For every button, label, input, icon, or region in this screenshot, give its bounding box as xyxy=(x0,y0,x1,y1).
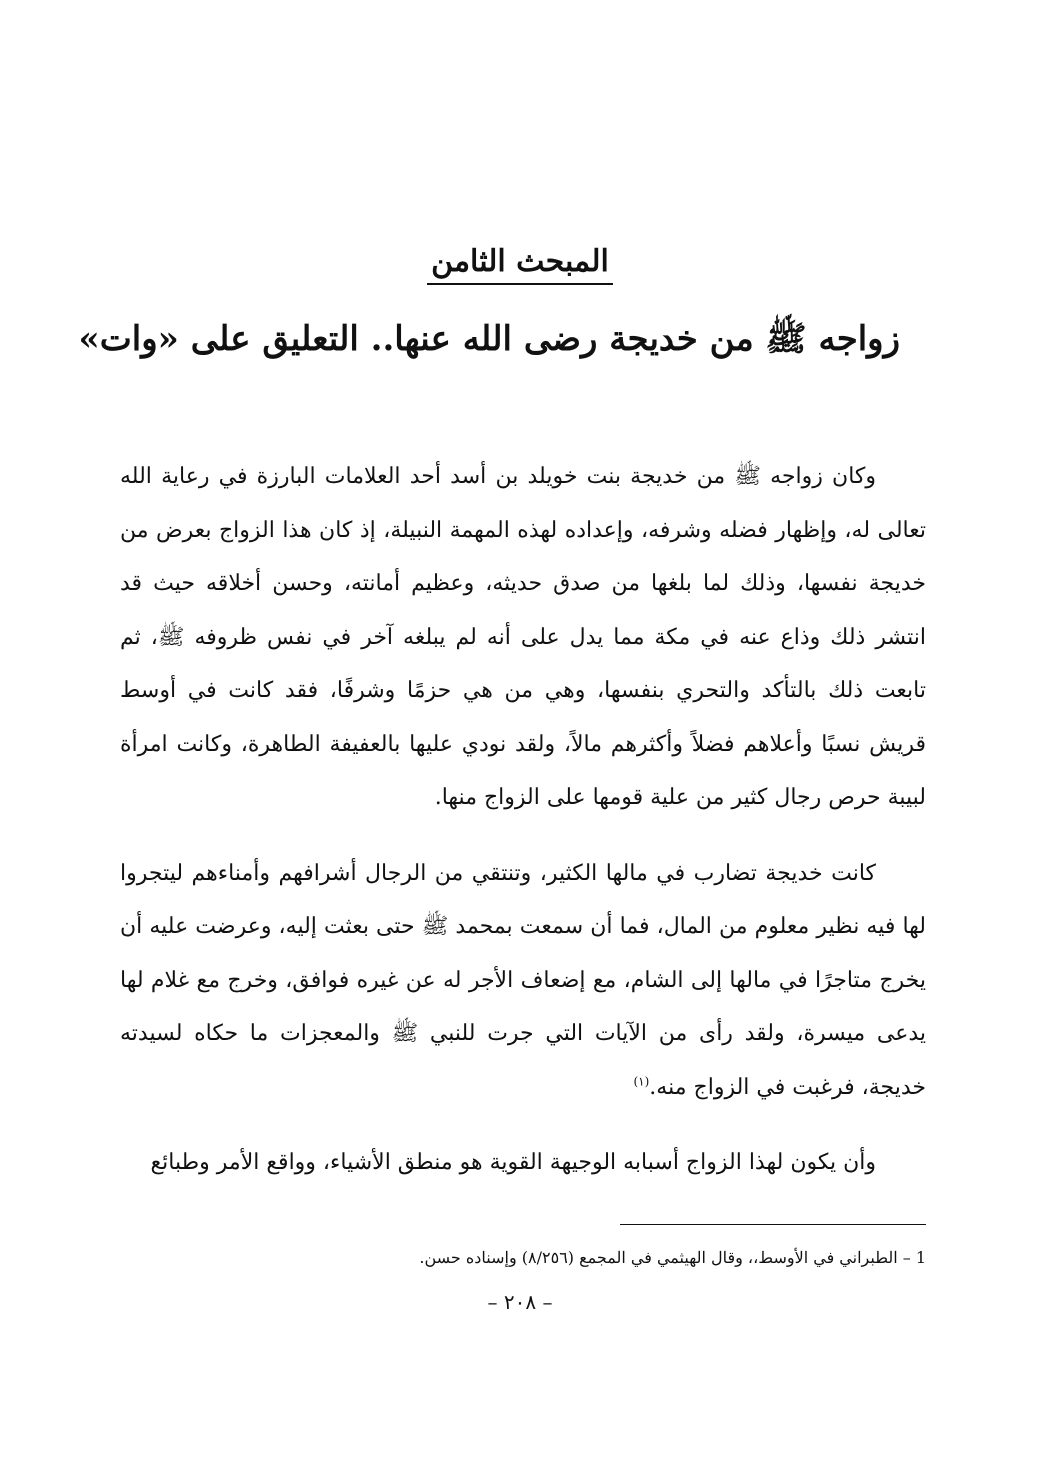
section-label-text: المبحث الثامن xyxy=(427,244,613,285)
footnote-reference: (١) xyxy=(633,1074,650,1089)
paragraph-2 xyxy=(120,847,926,1115)
body-text xyxy=(120,450,926,1190)
page-number: – ٢٠٨ – xyxy=(487,1290,553,1314)
chapter-title: زواجه ﷺ من خديجة رضى الله عنها.. التعليق على «وات» xyxy=(78,319,900,359)
footnote: 1 – الطبراني في الأوسط،، وقال الهيثمي في المجمع (٨/٢٥٦) وإسناده حسن. xyxy=(419,1248,926,1267)
paragraph-3: وأن يكون لهذا الزواج أسبابه الوجيهة القوية هو منطق الأشياء، وواقع الأمر وطبائع xyxy=(150,1150,876,1175)
paragraph-2-text: كانت خديجة تضارب في مالها الكثير، وتنتقي من الرجال أشرافهم وأمناءهم ليتجروا لها فيه نظير معلوم من المال، فما أن سمعت بمحمد ﷺ حتى بعثت إليه، وعرضت عليه أن يخرج متاجرًا في مالها إلى الشام، مع إضعاف الأجر له عن غيره فوافق، وخرج مع غلام لها يدعى ميسرة، ولقد رأى من الآيات التي جرت للنبي ﷺ والمعجزات ما حكاه لسيدته خديجة، فرغبت في الزواج منه. xyxy=(120,860,926,1100)
footnote-divider xyxy=(620,1224,926,1225)
paragraph-1: وكان زواجه ﷺ من خديجة بنت خويلد بن أسد أحد العلامات البارزة في رعاية الله تعالى له، وإظهار فضله وشرفه، وإعداده لهذه المهمة النبيلة، إذ كان هذا الزواج بعرض من خديجة نفسها، وذلك لما بلغها من صدق حديثه، وعظيم أمانته، وحسن أخلاقه حيث قد انتشر ذلك وذاع عنه في مكة مما يدل على أنه لم يبلغه آخر في نفس ظروفه ﷺ، ثم تابعت ذلك بالتأكد والتحري بنفسها، وهي من هي حزمًا وشرفًا، فقد كانت في أوسط قريش نسبًا وأعلاهم فضلاً وأكثرهم مالاً، ولقد نودي عليها بالعفيفة الطاهرة، وكانت امرأة لبيبة حرص رجال كثير من علية قومها على الزواج منها. xyxy=(120,464,926,810)
section-label xyxy=(0,244,1040,279)
